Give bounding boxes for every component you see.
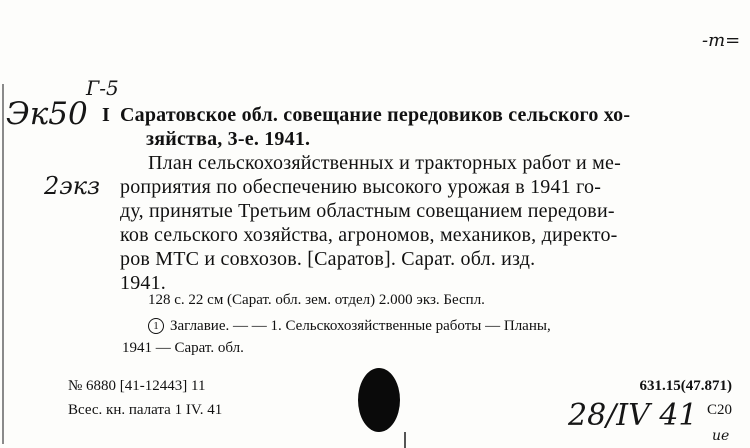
- handwritten-copies-note: 2экз: [44, 172, 101, 200]
- tracing-number-marker: 1: [148, 318, 164, 334]
- body-line: ров МТС и совхозов. [Саратов]. Сарат. обл. изд.: [120, 248, 536, 270]
- tracing-line-1-text: Заглавие. — — 1. Сельскохозяйственные работы — Планы,: [170, 318, 551, 334]
- handwritten-corner-mark: -т=: [702, 30, 741, 51]
- card-bottom-mark: [404, 432, 406, 448]
- heading-line-1: Саратовское обл. совещание передовиков сельского хо-: [120, 104, 631, 126]
- collation-line: 128 с. 22 см (Сарат. обл. зем. отдел) 2.000 экз. Беспл.: [148, 292, 485, 308]
- heading-marker: I: [102, 104, 110, 126]
- handwritten-corner-bottom: ue: [712, 428, 730, 444]
- tracing-line-1: [148, 318, 551, 335]
- handwritten-shelf-mark: Эк50: [6, 96, 88, 132]
- body-line: роприятия по обеспечению высокого урожая в 1941 го-: [120, 176, 602, 198]
- record-number: № 6880 [41-12443] 11: [68, 378, 206, 394]
- card-left-edge: [2, 84, 4, 444]
- body-line: ков сельского хозяйства, агрономов, механиков, директо-: [120, 224, 618, 246]
- tracing-line-2: 1941 — Сарат. обл.: [122, 340, 244, 356]
- body-line: 1941.: [120, 272, 166, 294]
- body-line: ду, принятые Третьим областным совещанием передови-: [120, 200, 615, 222]
- classification-code: С20: [706, 402, 732, 418]
- classification-index: 631.15(47.871): [639, 378, 732, 394]
- ink-blot: [358, 368, 400, 432]
- body-line: План сельскохозяйственных и тракторных работ и ме-: [148, 152, 621, 174]
- handwritten-shelf-superscript: Г-5: [86, 76, 119, 100]
- handwritten-date-note: 28/IV 41: [568, 398, 698, 433]
- book-chamber-line: Всес. кн. палата 1 IV. 41: [68, 402, 223, 418]
- heading-line-2: зяйства, 3-е. 1941.: [146, 128, 311, 150]
